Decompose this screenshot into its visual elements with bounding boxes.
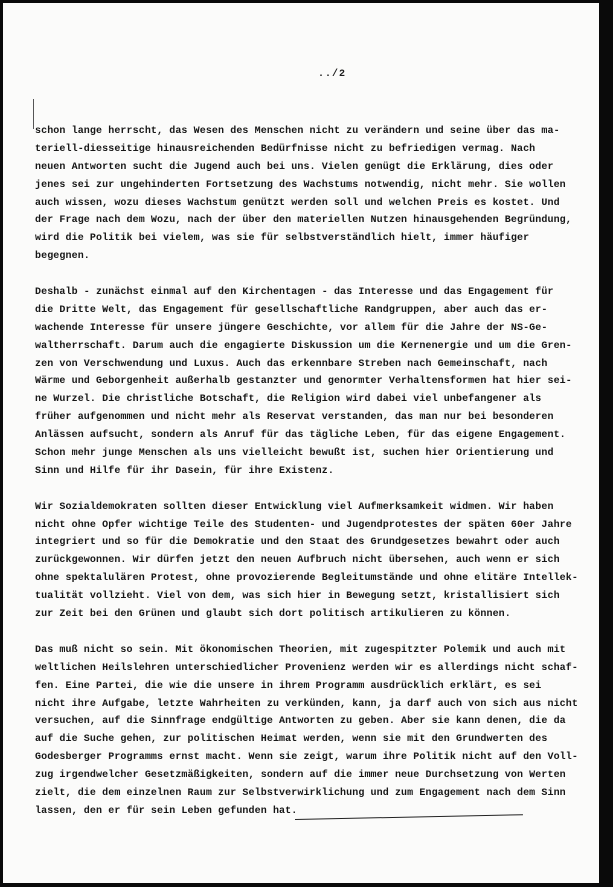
text-line: auf die Suche gehen, zur politischen Heimat werden, wenn sie mit den Grundwerten des [35,734,548,746]
text-line: nicht ihre Aufgabe, letzte Wahrheiten zu verkünden, kann, ja darf auch von sich aus nicht [35,698,578,710]
text-line: nicht ohne Opfer wichtige Teile des Studenten- und Jugendprotestes der späten 60er Jahre [35,519,572,531]
text-line: Schon mehr junge Menschen als uns vielleicht bewußt ist, suchen hier Orientierung und [35,448,554,460]
text-line: Godesberger Programms ernst macht. Wenn sie zeigt, warum ihre Politik nicht auf den Voll- [35,752,578,764]
text-line: fen. Eine Partei, die wie die unsere in ihrem Programm ausdrücklich erklärt, es sei [35,680,542,692]
paragraph [35,499,595,624]
text-line: waltherrschaft. Darum auch die engagierte Diskussion um die Kernenergie und um die Gren- [35,340,572,352]
text-line: Das muß nicht so sein. Mit ökonomischen Theorien, mit zugespitzter Polemik und auch mit [35,644,566,656]
text-line: wird die Politik bei vielem, was sie für selbstverständlich hielt, immer häufiger [35,233,530,245]
text-line: versuchen, auf die Sinnfrage endgültige Antworten zu geben. Aber sie kann denen, die da [35,716,566,728]
paragraph [35,642,595,821]
text-line: die Dritte Welt, das Engagement für gesellschaftliche Randgruppen, aber auch das er- [35,304,548,316]
paragraph [35,123,595,266]
text-line: wachende Interesse für unsere jüngere Geschichte, vor allem für die Jahre der NS-Ge- [35,322,548,334]
text-line: zurückgewonnen. Wir dürfen jetzt den neuen Aufbruch nicht übersehen, auch wenn er sich [35,555,560,567]
text-line: Wärme und Geborgenheit außerhalb gestanzter und genormter Verhaltensformen hat hier sei- [35,376,572,388]
text-line: Sinn und Hilfe für ihr Dasein, für ihre Existenz. [35,465,334,477]
page-reference: ../2 [318,69,347,80]
document-body [35,123,595,839]
text-line: zielt, die dem einzelnen Raum zur Selbstverwirklichung und zum Engagement nach dem Sinn [35,787,566,799]
text-line: lassen, den er für sein Leben gefunden hat. [35,805,298,817]
text-line: ne Wurzel. Die christliche Botschaft, die Religion wird dabei viel unbefangener als [35,394,542,406]
text-line: auch wissen, wozu dieses Wachstum genützt werden soll und welchen Preis es kostet. Und [35,197,560,209]
text-line: ohne spektalulären Protest, ohne provozierende Begleitumstände und ohne elitäre Intellek- [35,573,578,585]
document-page [3,3,599,883]
text-line: zur Zeit bei den Grünen und glaubt sich dort politisch artikulieren zu können. [35,609,511,621]
text-line: der Frage nach dem Wozu, nach der über den materiellen Nutzen hinausgehenden Begründung, [35,215,572,227]
text-line: Wir Sozialdemokraten sollten dieser Entwicklung viel Aufmerksamkeit widmen. Wir haben [35,501,554,513]
text-line: integriert und so für die Demokratie und den Staat des Grundgesetzes bewahrt oder auch [35,537,560,549]
text-line: Deshalb - zunächst einmal auf den Kirchentagen - das Interesse und das Engagement für [35,287,554,299]
text-line: begegnen. [35,251,90,263]
text-line: früher aufgenommen und nicht mehr als Reservat verstanden, das man nur bei besonderen [35,412,554,424]
text-line: jenes sei zur ungehinderten Fortsetzung des Wachstums notwendig, nicht mehr. Sie wollen [35,179,566,191]
text-line: zug irgendwelcher Gesetzmäßigkeiten, sondern auf die immer neue Durchsetzung von Werten [35,770,566,782]
text-line: neuen Antworten sucht die Jugend auch bei uns. Vielen genügt die Erklärung, dies oder [35,161,554,173]
text-line: schon lange herrscht, das Wesen des Menschen nicht zu verändern und seine über das ma- [35,126,560,137]
text-line: tualität vollzieht. Viel von dem, was sich hier in Bewegung setzt, kristallisiert sich [35,591,560,603]
paragraph [35,284,595,481]
margin-mark [33,99,34,129]
text-line: Anlässen aufsucht, sondern als Anruf für das tägliche Leben, für das eigene Engagement. [35,430,566,442]
text-line: zen von Verschwendung und Luxus. Auch das erkennbare Streben nach Gemeinschaft, nach [35,358,548,370]
text-line: teriell-diesseitige hinausreichenden Bedürfnisse nicht zu befriedigen vermag. Nach [35,143,536,155]
text-line: weltlichen Heilslehren unterschiedlicher Provenienz werden wir es allerdings nicht schaf- [35,662,578,674]
